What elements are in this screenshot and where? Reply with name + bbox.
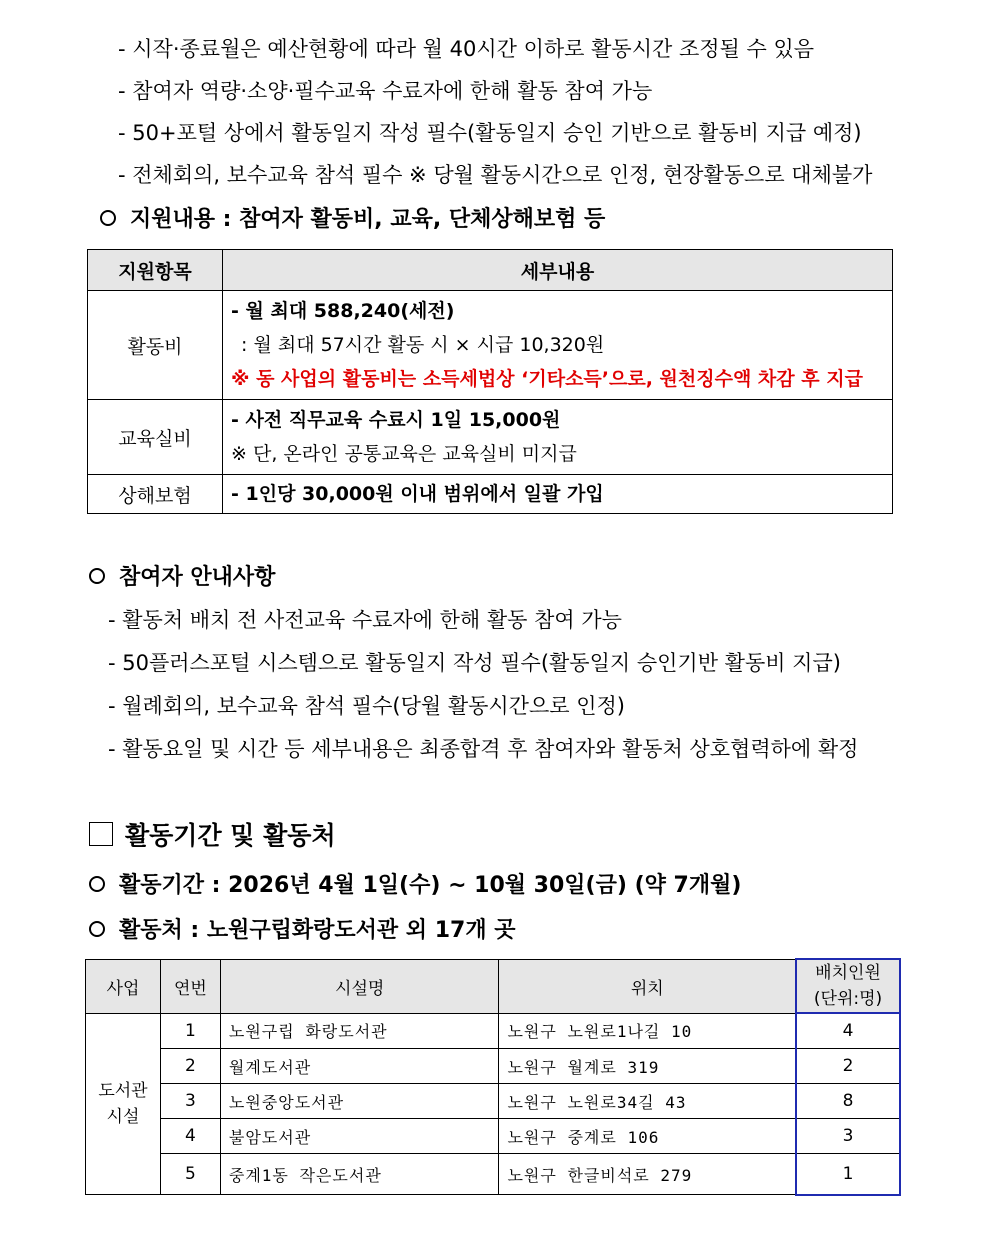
- support-item-cell: 상해보험: [88, 475, 223, 514]
- section-title-text: 활동기간 및 활동처: [125, 821, 336, 850]
- facility-table: [85, 958, 901, 1196]
- note-item: - 50+포털 상에서 활동일지 작성 필수(활동일지 승인 기반으로 활동비 지급 예정): [118, 121, 862, 145]
- location-cell: 노원구 노원로34길 43: [499, 1084, 796, 1119]
- support-heading: [100, 202, 605, 233]
- note-item: - 참여자 역량·소양·필수교육 수료자에 한해 활동 참여 가능: [118, 79, 653, 103]
- table-row: [86, 1119, 901, 1154]
- staff-cell: 8: [796, 1084, 900, 1119]
- no-cell: 1: [160, 1013, 220, 1049]
- circle-bullet-icon: [89, 921, 105, 937]
- support-item-cell: 활동비: [88, 291, 223, 400]
- detail-line-warning: ※ 동 사업의 활동비는 소득세법상 ‘기타소득’으로, 원천징수액 차감 후 지급: [231, 368, 863, 390]
- support-detail-cell: [223, 291, 893, 400]
- period-line: [89, 868, 741, 899]
- guide-heading: [89, 560, 275, 591]
- no-cell: 5: [160, 1154, 220, 1195]
- guide-item: - 50플러스포털 시스템으로 활동일지 작성 필수(활동일지 승인기반 활동비 지급): [108, 651, 841, 675]
- place-text: 활동처 : 노원구립화랑도서관 외 17개 곳: [119, 918, 516, 943]
- circle-bullet-icon: [89, 568, 105, 584]
- business-cell: 도서관 시설: [86, 1013, 161, 1195]
- support-detail-cell: [223, 400, 893, 475]
- location-cell: 노원구 한글비석로 279: [499, 1154, 796, 1195]
- col-header-staff: [796, 959, 900, 1013]
- detail-line: - 사전 직무교육 수료시 1일 15,000원: [231, 409, 561, 431]
- detail-line: - 1인당 30,000원 이내 범위에서 일괄 가입: [231, 483, 604, 505]
- table-row: [86, 1049, 901, 1084]
- place-line: [89, 913, 516, 944]
- table-row: [86, 1084, 901, 1119]
- col-header-item: 지원항목: [88, 250, 223, 291]
- staff-cell: 1: [796, 1154, 900, 1195]
- support-detail-cell: [223, 475, 893, 514]
- name-cell: 노원구립 화랑도서관: [220, 1013, 499, 1049]
- guide-item: - 월례회의, 보수교육 참석 필수(당월 활동시간으로 인정): [108, 694, 625, 718]
- col-header-location: 위치: [499, 959, 796, 1013]
- no-cell: 4: [160, 1119, 220, 1154]
- note-item: - 전체회의, 보수교육 참석 필수 ※ 당월 활동시간으로 인정, 현장활동으로 대체불가: [118, 163, 873, 187]
- no-cell: 3: [160, 1084, 220, 1119]
- detail-line: - 월 최대 588,240(세전): [231, 300, 455, 322]
- name-cell: 노원중앙도서관: [220, 1084, 499, 1119]
- circle-bullet-icon: [100, 210, 116, 226]
- no-cell: 2: [160, 1049, 220, 1084]
- staff-cell: 2: [796, 1049, 900, 1084]
- col-header-detail: 세부내용: [223, 250, 893, 291]
- support-table: [87, 249, 893, 514]
- staff-cell: 4: [796, 1013, 900, 1049]
- staff-header-unit: (단위:명): [813, 989, 883, 1009]
- location-cell: 노원구 월계로 319: [499, 1049, 796, 1084]
- table-row: [86, 1154, 901, 1195]
- col-header-business: 사업: [86, 959, 161, 1013]
- guide-heading-text: 참여자 안내사항: [119, 565, 276, 590]
- col-header-no: 연번: [160, 959, 220, 1013]
- guide-item: - 활동처 배치 전 사전교육 수료자에 한해 활동 참여 가능: [108, 608, 622, 632]
- location-cell: 노원구 노원로1나길 10: [499, 1013, 796, 1049]
- circle-bullet-icon: [89, 876, 105, 892]
- table-row: [86, 1013, 901, 1049]
- guide-item: - 활동요일 및 시간 등 세부내용은 최종합격 후 참여자와 활동처 상호협력하에 확정: [108, 737, 859, 761]
- note-item: - 시작·종료월은 예산현황에 따라 월 40시간 이하로 활동시간 조정될 수 있음: [118, 37, 815, 61]
- detail-line: : 월 최대 57시간 활동 시 × 시급 10,320원: [241, 334, 605, 356]
- period-text: 활동기간 : 2026년 4월 1일(수) ~ 10월 30일(금) (약 7개월): [119, 873, 742, 898]
- section-title: [89, 816, 336, 852]
- detail-line: ※ 단, 온라인 공통교육은 교육실비 미지급: [231, 443, 577, 465]
- staff-header-line: 배치인원: [815, 963, 881, 983]
- name-cell: 불암도서관: [220, 1119, 499, 1154]
- staff-cell: 3: [796, 1119, 900, 1154]
- support-heading-text: 지원내용 : 참여자 활동비, 교육, 단체상해보험 등: [130, 207, 606, 232]
- support-item-cell: 교육실비: [88, 400, 223, 475]
- location-cell: 노원구 중계로 106: [499, 1119, 796, 1154]
- name-cell: 월계도서관: [220, 1049, 499, 1084]
- square-bullet-icon: [89, 822, 113, 846]
- col-header-name: 시설명: [220, 959, 499, 1013]
- name-cell: 중계1동 작은도서관: [220, 1154, 499, 1195]
